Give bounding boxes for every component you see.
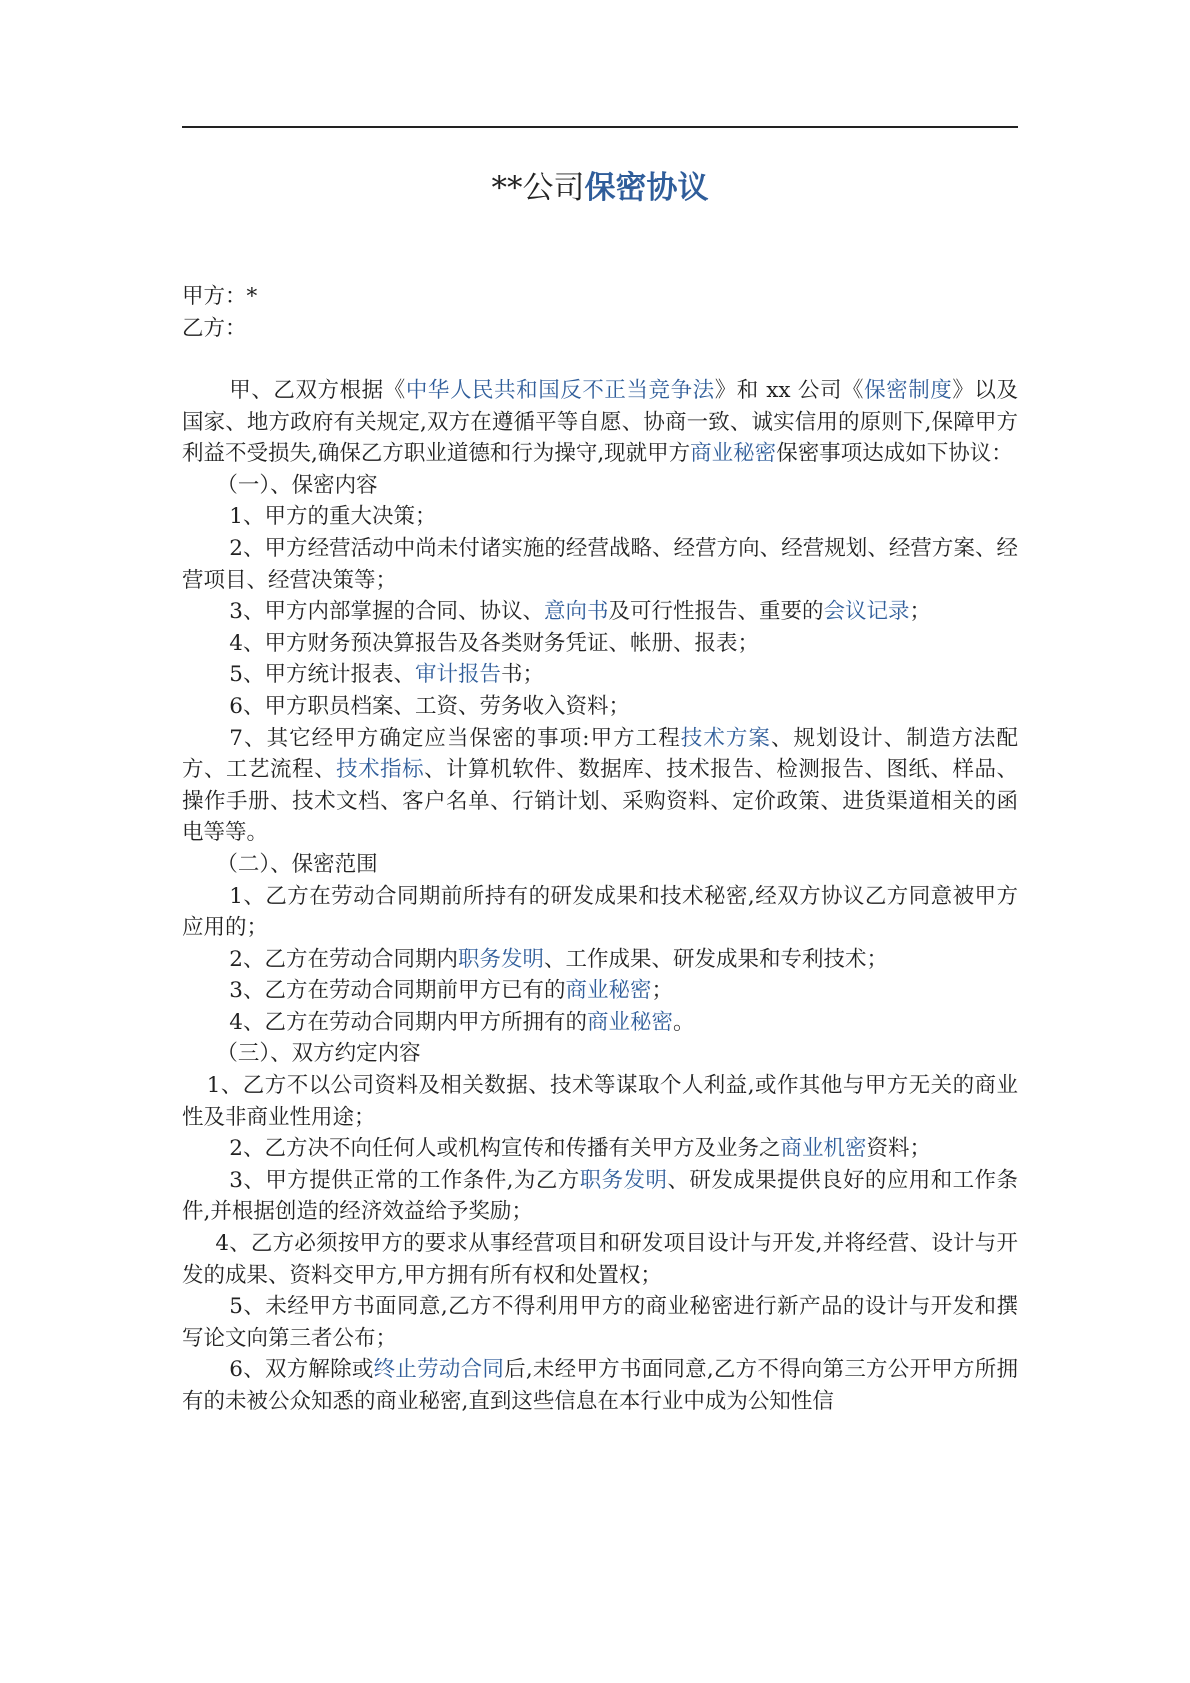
list-item bbox=[182, 1228, 1018, 1291]
text-run: 3、乙方在劳动合同期前甲方已有的 bbox=[229, 978, 566, 1004]
highlighted-term: 保密制度 bbox=[864, 378, 953, 403]
highlighted-term: 技术指标 bbox=[336, 757, 425, 783]
highlighted-term: 审计报告 bbox=[414, 662, 501, 688]
section-heading: （三）、双方约定内容 bbox=[216, 1041, 421, 1067]
text-run: 2、乙方决不向任何人或机构宣传和传播有关甲方及业务之 bbox=[229, 1136, 781, 1162]
text-run: 3、甲方提供正常的工作条件,为乙方 bbox=[229, 1167, 580, 1193]
highlighted-term: 终止劳动合同 bbox=[373, 1357, 505, 1383]
text-run: 4、甲方财务预决算报告及各类财务凭证、帐册、报表； bbox=[229, 630, 759, 656]
text-run: 1、甲方的重大决策； bbox=[229, 504, 437, 530]
highlighted-term: 商业秘密 bbox=[565, 978, 652, 1004]
parties-block bbox=[182, 281, 1018, 345]
text-run: 5、未经甲方书面同意,乙方不得利用甲方的商业秘密进行新产品的设计与开发和撰写论文向第三者公布； bbox=[182, 1294, 1018, 1351]
highlighted-term: 商业秘密 bbox=[690, 441, 777, 467]
list-item bbox=[182, 1133, 1018, 1165]
list-item bbox=[182, 533, 1018, 596]
highlighted-term: 商业机密 bbox=[780, 1136, 867, 1162]
section-heading: （二）、保密范围 bbox=[216, 851, 378, 877]
text-run: 资料； bbox=[866, 1136, 932, 1162]
list-item bbox=[182, 1291, 1018, 1354]
list-item bbox=[182, 944, 1018, 976]
list-item bbox=[182, 975, 1018, 1007]
party-b: 乙方： bbox=[182, 316, 247, 341]
list-item bbox=[182, 881, 1018, 944]
text-run: 3、甲方内部掌握的合同、协议、 bbox=[229, 599, 544, 625]
document-title bbox=[182, 166, 1018, 210]
list-item bbox=[182, 1007, 1018, 1039]
text-run: 》以及国家、地方政府有关规定,双方在遵循平等自愿、协商一致、诚实信用的原则下,保障甲方利益不受损失,确保乙方职业道德和行为操守,现就甲方 bbox=[182, 378, 1018, 467]
list-item bbox=[182, 596, 1018, 628]
list-item bbox=[182, 501, 1018, 533]
text-run: 7、其它经甲方确定应当保密的事项:甲方工程 bbox=[229, 725, 681, 751]
text-run: 6、甲方职员档案、工资、劳务收入资料； bbox=[229, 693, 630, 719]
text-run: ； bbox=[909, 599, 932, 625]
highlighted-term: 职务发明 bbox=[579, 1167, 668, 1193]
list-item bbox=[182, 691, 1018, 723]
text-run: 。 bbox=[673, 1009, 695, 1035]
text-run: 、规划设计、制造方法配方、工艺流程、 bbox=[182, 725, 1018, 783]
text-run: 4、乙方必须按甲方的要求从事经营项目和研发项目设计与开发,并将经营、设计与开发的成果、资料交甲方,甲方拥有所有权和处置权； bbox=[182, 1231, 1018, 1288]
list-item bbox=[182, 1354, 1018, 1417]
text-run: 及可行性报告、重要的 bbox=[608, 599, 824, 625]
title-highlight: 保密协议 bbox=[584, 170, 709, 206]
highlighted-term: 会议记录 bbox=[823, 599, 910, 625]
text-run: 》和 xx 公司《 bbox=[714, 378, 865, 403]
list-item bbox=[182, 659, 1018, 691]
text-run: 保密事项达成如下协议： bbox=[776, 441, 1013, 467]
text-run: 1、乙方在劳动合同期前所持有的研发成果和技术秘密,经双方协议乙方同意被甲方应用的； bbox=[182, 883, 1018, 941]
party-a: 甲方：* bbox=[182, 284, 258, 309]
highlighted-term: 商业秘密 bbox=[586, 1009, 673, 1035]
list-item bbox=[182, 1070, 1018, 1133]
text-run: ； bbox=[651, 978, 674, 1004]
document-body bbox=[182, 375, 1018, 1418]
text-run: 、工作成果、研发成果和专利技术； bbox=[544, 946, 889, 972]
text-run: 、研发成果提供良好的应用和工作条件,并根据创造的经济效益给予奖励； bbox=[182, 1167, 1018, 1225]
intro-paragraph bbox=[182, 375, 1018, 470]
list-item bbox=[182, 1165, 1018, 1228]
highlighted-term: 中华人民共和国反不正当竞争法 bbox=[405, 378, 715, 403]
list-item bbox=[182, 723, 1018, 849]
list-item bbox=[182, 628, 1018, 660]
text-run: 后,未经甲方书面同意,乙方不得向第三方公开甲方所拥有的未被公众知悉的商业秘密,直到这些信息在本行业中成为公知性信 bbox=[182, 1357, 1018, 1414]
text-run: 1、乙方不以公司资料及相关数据、技术等谋取个人利益,或作其他与甲方无关的商业性及非商业性用途； bbox=[182, 1073, 1018, 1130]
header-rule bbox=[182, 126, 1018, 128]
text-run: 、计算机软件、数据库、技术报告、检测报告、图纸、样品、操作手册、技术文档、客户名单、行销计划、采购资料、定价政策、进货渠道相关的函电等等。 bbox=[182, 757, 1018, 846]
text-run: 甲、乙双方根据《 bbox=[229, 378, 406, 403]
highlighted-term: 职务发明 bbox=[457, 946, 544, 972]
highlighted-term: 意向书 bbox=[543, 599, 609, 625]
text-run: 2、乙方在劳动合同期内 bbox=[229, 946, 458, 972]
section-heading: （一）、保密内容 bbox=[216, 472, 378, 498]
text-run: 5、甲方统计报表、 bbox=[229, 662, 415, 688]
text-run: 书； bbox=[501, 662, 545, 688]
text-run: 2、甲方经营活动中尚未付诸实施的经营战略、经营方向、经营规划、经营方案、经营项目、经营决策等； bbox=[182, 535, 1018, 593]
highlighted-term: 技术方案 bbox=[680, 725, 771, 751]
text-run: 6、双方解除或 bbox=[229, 1357, 374, 1383]
title-prefix: **公司 bbox=[491, 170, 585, 206]
text-run: 4、乙方在劳动合同期内甲方所拥有的 bbox=[229, 1009, 587, 1035]
